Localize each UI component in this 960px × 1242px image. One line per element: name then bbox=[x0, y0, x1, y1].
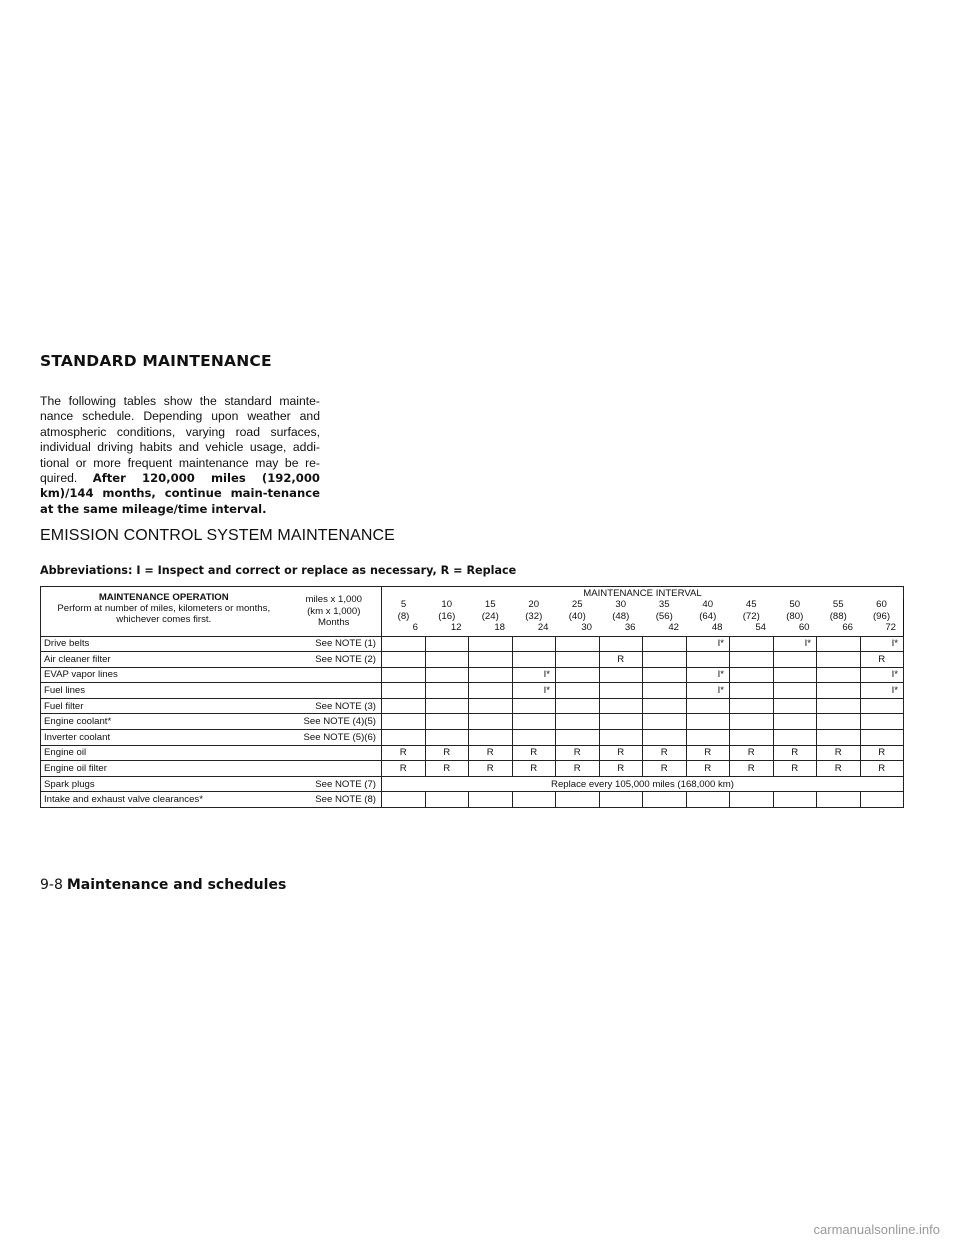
operation-note: See NOTE (8) bbox=[287, 792, 382, 808]
schedule-cell bbox=[817, 714, 861, 730]
interval-km: (24) bbox=[481, 610, 499, 622]
interval-header-cell bbox=[556, 599, 600, 636]
interval-header-cell bbox=[425, 599, 469, 636]
header-row-1 bbox=[41, 587, 904, 600]
schedule-cell bbox=[556, 652, 600, 668]
schedule-cell bbox=[643, 698, 687, 714]
schedule-cell bbox=[425, 652, 469, 668]
schedule-cell bbox=[686, 730, 730, 746]
interval-miles: 55 bbox=[832, 599, 844, 610]
table-row bbox=[41, 652, 904, 668]
operation-note: See NOTE (7) bbox=[287, 776, 382, 792]
schedule-cell: R bbox=[512, 745, 556, 761]
schedule-cell: R bbox=[599, 745, 643, 761]
table-row bbox=[41, 745, 904, 761]
schedule-cell bbox=[556, 698, 600, 714]
operation-header bbox=[41, 587, 287, 637]
schedule-cell bbox=[425, 667, 469, 683]
subheading: EMISSION CONTROL SYSTEM MAINTENANCE bbox=[40, 527, 395, 544]
operation-header-title: MAINTENANCE OPERATION bbox=[98, 592, 229, 603]
table-row bbox=[41, 792, 904, 808]
schedule-cell bbox=[860, 698, 904, 714]
schedule-cell bbox=[643, 636, 687, 652]
interval-miles: 45 bbox=[745, 599, 757, 610]
interval-miles: 25 bbox=[571, 599, 583, 610]
interval-months: 18 bbox=[494, 622, 505, 633]
watermark-text: carmanualsonline.info bbox=[813, 1222, 940, 1237]
schedule-cell: R bbox=[556, 745, 600, 761]
schedule-cell: R bbox=[382, 745, 426, 761]
interval-months: 6 bbox=[412, 622, 418, 633]
schedule-cell bbox=[469, 636, 513, 652]
schedule-cell bbox=[686, 792, 730, 808]
schedule-cell: R bbox=[860, 745, 904, 761]
interval-km: (48) bbox=[612, 610, 630, 622]
operation-name: Air cleaner filter bbox=[41, 652, 287, 668]
abbreviations-line: Abbreviations: I = Inspect and correct or replace as necessary, R = Replace bbox=[40, 564, 517, 577]
table-row bbox=[41, 683, 904, 699]
page-footer bbox=[40, 876, 286, 893]
intro-text: The following tables show the standard mainte-nance schedule. Depending upon weather and atmospheric conditions, varying road surfaces, individual driving habits and vehicle usage, addi-tional or more frequent maintenance may be re-quired. bbox=[40, 394, 320, 486]
schedule-cell bbox=[382, 652, 426, 668]
interval-miles: 5 bbox=[400, 599, 407, 610]
schedule-cell bbox=[599, 730, 643, 746]
schedule-cell: I* bbox=[686, 683, 730, 699]
operation-note: See NOTE (4)(5) bbox=[287, 714, 382, 730]
schedule-cell: R bbox=[773, 761, 817, 777]
schedule-cell bbox=[599, 792, 643, 808]
schedule-cell bbox=[643, 714, 687, 730]
schedule-cell bbox=[469, 792, 513, 808]
interval-km: (80) bbox=[786, 610, 804, 622]
operation-note bbox=[287, 667, 382, 683]
schedule-cell: R bbox=[556, 761, 600, 777]
schedule-cell: I* bbox=[860, 683, 904, 699]
schedule-cell bbox=[599, 667, 643, 683]
interval-km: (96) bbox=[872, 610, 891, 622]
units-miles: miles x 1,000 bbox=[305, 594, 363, 605]
schedule-cell: I* bbox=[686, 636, 730, 652]
schedule-cell bbox=[512, 714, 556, 730]
schedule-cell bbox=[556, 730, 600, 746]
schedule-cell bbox=[599, 714, 643, 730]
schedule-cell bbox=[425, 792, 469, 808]
schedule-cell bbox=[817, 652, 861, 668]
schedule-cell: R bbox=[599, 761, 643, 777]
table-body bbox=[41, 587, 904, 808]
schedule-cell: I* bbox=[512, 667, 556, 683]
operation-name: Engine oil filter bbox=[41, 761, 287, 777]
interval-miles: 30 bbox=[615, 599, 627, 610]
schedule-cell bbox=[469, 714, 513, 730]
schedule-cell bbox=[686, 652, 730, 668]
units-months: Months bbox=[318, 617, 350, 628]
interval-months: 24 bbox=[537, 622, 549, 633]
schedule-cell: R bbox=[512, 761, 556, 777]
schedule-cell bbox=[643, 792, 687, 808]
schedule-cell bbox=[773, 730, 817, 746]
table-row bbox=[41, 761, 904, 777]
schedule-cell bbox=[425, 730, 469, 746]
spanning-cell: Replace every 105,000 miles (168,000 km) bbox=[382, 776, 904, 792]
schedule-cell bbox=[730, 730, 774, 746]
operation-name: Engine coolant* bbox=[41, 714, 287, 730]
interval-header-cell bbox=[382, 599, 426, 636]
units-km: (km x 1,000) bbox=[307, 605, 361, 617]
schedule-cell bbox=[730, 792, 774, 808]
schedule-cell bbox=[643, 730, 687, 746]
schedule-cell: R bbox=[860, 761, 904, 777]
operation-name: Intake and exhaust valve clearances* bbox=[41, 792, 287, 808]
interval-header-cell bbox=[469, 599, 513, 636]
interval-km: (16) bbox=[438, 610, 456, 622]
schedule-cell bbox=[469, 698, 513, 714]
table-row bbox=[41, 730, 904, 746]
schedule-cell bbox=[382, 667, 426, 683]
schedule-cell bbox=[773, 667, 817, 683]
schedule-cell bbox=[425, 714, 469, 730]
schedule-cell bbox=[730, 636, 774, 652]
schedule-cell: R bbox=[643, 745, 687, 761]
table-row bbox=[41, 714, 904, 730]
operation-note bbox=[287, 761, 382, 777]
operation-name: Fuel filter bbox=[41, 698, 287, 714]
interval-km: (32) bbox=[525, 610, 543, 622]
interval-miles: 40 bbox=[702, 599, 714, 610]
table-row bbox=[41, 776, 904, 792]
schedule-cell: I* bbox=[860, 636, 904, 652]
interval-header-cell bbox=[860, 599, 904, 636]
schedule-cell: R bbox=[643, 761, 687, 777]
interval-months: 42 bbox=[668, 622, 679, 633]
operation-name: Inverter coolant bbox=[41, 730, 287, 746]
operation-note: See NOTE (3) bbox=[287, 698, 382, 714]
operation-name: Spark plugs bbox=[41, 776, 287, 792]
interval-months: 30 bbox=[581, 622, 592, 633]
interval-months: 66 bbox=[842, 622, 853, 633]
interval-km: (40) bbox=[568, 610, 586, 622]
interval-miles: 15 bbox=[484, 599, 496, 610]
interval-miles: 20 bbox=[528, 599, 540, 610]
page-number: 9-8 bbox=[40, 877, 63, 893]
schedule-cell: R bbox=[686, 761, 730, 777]
schedule-cell bbox=[773, 683, 817, 699]
operation-note bbox=[287, 683, 382, 699]
schedule-cell bbox=[860, 730, 904, 746]
interval-km: (56) bbox=[655, 610, 673, 622]
section-title: STANDARD MAINTENANCE bbox=[40, 352, 272, 370]
schedule-cell bbox=[512, 792, 556, 808]
interval-header-cell bbox=[599, 599, 643, 636]
schedule-cell: R bbox=[425, 745, 469, 761]
schedule-cell bbox=[773, 652, 817, 668]
table-row bbox=[41, 636, 904, 652]
interval-miles: 50 bbox=[789, 599, 801, 610]
schedule-cell: R bbox=[773, 745, 817, 761]
interval-miles: 60 bbox=[876, 599, 887, 610]
interval-header: MAINTENANCE INTERVAL bbox=[382, 587, 904, 600]
schedule-cell bbox=[599, 683, 643, 699]
interval-months: 12 bbox=[450, 622, 462, 633]
interval-months: 36 bbox=[624, 622, 636, 633]
schedule-cell bbox=[817, 698, 861, 714]
schedule-cell bbox=[643, 652, 687, 668]
interval-miles: 10 bbox=[441, 599, 453, 610]
schedule-cell bbox=[773, 698, 817, 714]
schedule-cell bbox=[730, 714, 774, 730]
schedule-cell: R bbox=[817, 761, 861, 777]
schedule-cell bbox=[686, 714, 730, 730]
schedule-cell bbox=[382, 683, 426, 699]
schedule-cell bbox=[643, 683, 687, 699]
schedule-cell bbox=[730, 698, 774, 714]
operation-name: Fuel lines bbox=[41, 683, 287, 699]
interval-miles: 35 bbox=[658, 599, 670, 610]
operation-name: Drive belts bbox=[41, 636, 287, 652]
schedule-cell bbox=[425, 698, 469, 714]
schedule-cell: R bbox=[425, 761, 469, 777]
intro-paragraph bbox=[40, 394, 320, 517]
schedule-cell bbox=[382, 730, 426, 746]
interval-months: 48 bbox=[711, 622, 723, 633]
maintenance-schedule-table bbox=[40, 586, 904, 808]
interval-header-cell bbox=[730, 599, 774, 636]
operation-name: EVAP vapor lines bbox=[41, 667, 287, 683]
interval-km: (72) bbox=[742, 610, 760, 622]
schedule-cell bbox=[730, 683, 774, 699]
interval-header-cell bbox=[817, 599, 861, 636]
schedule-cell bbox=[773, 714, 817, 730]
schedule-cell bbox=[382, 698, 426, 714]
operation-note: See NOTE (5)(6) bbox=[287, 730, 382, 746]
schedule-cell: R bbox=[730, 745, 774, 761]
schedule-cell: R bbox=[469, 745, 513, 761]
schedule-cell bbox=[382, 636, 426, 652]
schedule-cell bbox=[730, 667, 774, 683]
schedule-cell bbox=[773, 792, 817, 808]
schedule-cell bbox=[512, 636, 556, 652]
schedule-cell bbox=[599, 698, 643, 714]
table-row bbox=[41, 667, 904, 683]
schedule-cell bbox=[425, 636, 469, 652]
operation-note: See NOTE (2) bbox=[287, 652, 382, 668]
interval-months: 60 bbox=[798, 622, 810, 633]
schedule-cell: R bbox=[730, 761, 774, 777]
schedule-cell bbox=[860, 792, 904, 808]
schedule-cell: I* bbox=[686, 667, 730, 683]
table-row bbox=[41, 698, 904, 714]
schedule-cell bbox=[817, 792, 861, 808]
schedule-cell bbox=[686, 698, 730, 714]
schedule-cell bbox=[817, 636, 861, 652]
schedule-cell bbox=[817, 667, 861, 683]
units-header bbox=[287, 587, 382, 637]
schedule-cell bbox=[817, 730, 861, 746]
operation-name: Engine oil bbox=[41, 745, 287, 761]
schedule-cell bbox=[469, 652, 513, 668]
interval-header-cell bbox=[643, 599, 687, 636]
schedule-cell: I* bbox=[773, 636, 817, 652]
schedule-cell: R bbox=[860, 652, 904, 668]
schedule-cell: R bbox=[817, 745, 861, 761]
schedule-cell bbox=[556, 667, 600, 683]
schedule-cell bbox=[469, 730, 513, 746]
schedule-cell: R bbox=[469, 761, 513, 777]
schedule-cell: R bbox=[686, 745, 730, 761]
schedule-cell bbox=[860, 714, 904, 730]
schedule-cell bbox=[556, 792, 600, 808]
schedule-cell: I* bbox=[860, 667, 904, 683]
schedule-cell bbox=[382, 714, 426, 730]
operation-header-subtitle: Perform at number of miles, kilometers or months, whichever comes first. bbox=[57, 603, 271, 625]
interval-km: (88) bbox=[829, 610, 847, 622]
schedule-cell bbox=[643, 667, 687, 683]
interval-km: (8) bbox=[397, 610, 410, 622]
schedule-cell: I* bbox=[512, 683, 556, 699]
intro-bold-text: After 120,000 miles (192,000 km)/144 months, continue main-tenance at the same mileage/time interval. bbox=[40, 471, 320, 516]
schedule-cell bbox=[512, 652, 556, 668]
schedule-cell bbox=[512, 698, 556, 714]
chapter-title: Maintenance and schedules bbox=[66, 877, 287, 893]
schedule-cell bbox=[469, 683, 513, 699]
schedule-cell bbox=[599, 636, 643, 652]
schedule-cell bbox=[730, 652, 774, 668]
interval-months: 54 bbox=[755, 622, 766, 633]
schedule-cell bbox=[556, 683, 600, 699]
schedule-cell bbox=[469, 667, 513, 683]
interval-header-cell bbox=[512, 599, 556, 636]
operation-note bbox=[287, 745, 382, 761]
schedule-cell bbox=[512, 730, 556, 746]
interval-header-cell bbox=[686, 599, 730, 636]
schedule-cell bbox=[817, 683, 861, 699]
operation-note: See NOTE (1) bbox=[287, 636, 382, 652]
schedule-cell bbox=[382, 792, 426, 808]
interval-header-cell bbox=[773, 599, 817, 636]
schedule-cell: R bbox=[382, 761, 426, 777]
interval-months: 72 bbox=[885, 622, 896, 633]
schedule-cell bbox=[556, 714, 600, 730]
schedule-cell: R bbox=[599, 652, 643, 668]
schedule-cell bbox=[556, 636, 600, 652]
interval-km: (64) bbox=[699, 610, 717, 622]
schedule-cell bbox=[425, 683, 469, 699]
